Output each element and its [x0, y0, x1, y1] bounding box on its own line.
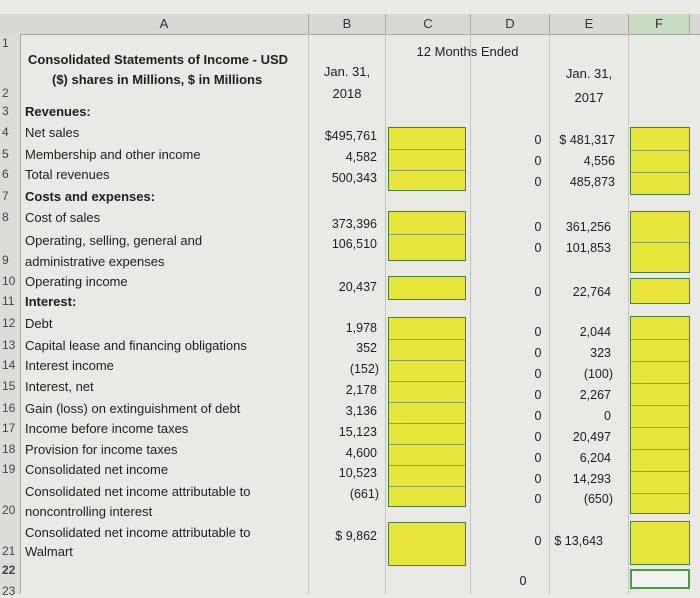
cell-divider [631, 339, 689, 340]
cell-divider [631, 172, 689, 173]
cell-b-gain-loss[interactable]: 3,136 [345, 404, 377, 418]
row-number[interactable]: 12 [2, 316, 16, 330]
label-income-before-taxes: Income before income taxes [25, 421, 189, 436]
cell-b-provision[interactable]: 4,600 [345, 446, 377, 460]
cell-d[interactable]: 0 [534, 175, 542, 189]
label-interest-net: Interest, net [25, 379, 94, 394]
column-header-f[interactable]: F [629, 14, 690, 35]
input-block-f-6[interactable] [630, 569, 690, 589]
cell-e-capital-lease[interactable]: 323 [590, 346, 611, 360]
cell-divider [389, 170, 465, 171]
column-header-d[interactable]: D [471, 14, 550, 35]
cell-e-nci[interactable]: (650) [583, 492, 613, 506]
cell-divider [389, 381, 465, 382]
cell-divider [631, 150, 689, 151]
row-number[interactable]: 22 [2, 563, 16, 577]
title-line-1: Consolidated Statements of Income - USD [28, 52, 289, 67]
label-membership-income: Membership and other income [25, 147, 201, 162]
cell-e-membership[interactable]: 4,556 [583, 154, 615, 168]
grid-line [308, 34, 309, 594]
grid-line [628, 34, 629, 594]
cell-d[interactable]: 0 [534, 430, 542, 444]
cell-divider [631, 427, 689, 428]
cell-e-gain-loss[interactable]: 0 [604, 409, 611, 423]
cell-e-income-before-taxes[interactable]: 20,497 [572, 430, 611, 444]
cell-b-income-before-taxes[interactable]: 15,123 [338, 425, 377, 439]
cell-e-operating-income[interactable]: 22,764 [572, 285, 611, 299]
label-operating-income: Operating income [25, 274, 128, 289]
cell-b-membership[interactable]: 4,582 [345, 150, 377, 164]
label-cost-of-sales: Cost of sales [25, 210, 101, 225]
cell-divider [631, 493, 689, 494]
cell-d[interactable]: 0 [534, 367, 542, 381]
input-block-f-2[interactable] [630, 211, 690, 273]
col-b-date-line-1: Jan. 31, [323, 64, 371, 79]
grid-line [385, 34, 386, 594]
row-number[interactable]: 19 [2, 462, 16, 476]
label-sga-line-2: administrative expenses [25, 254, 165, 269]
row-number[interactable]: 6 [2, 167, 9, 181]
row-number[interactable]: 14 [2, 358, 16, 372]
grid-line [470, 34, 471, 594]
row-number[interactable]: 9 [2, 253, 9, 267]
cell-b-net-income[interactable]: 10,523 [338, 466, 377, 480]
cell-b-cost-of-sales[interactable]: 373,396 [331, 217, 377, 231]
cell-d[interactable]: 0 [534, 241, 542, 255]
cell-b-walmart[interactable]: $ 9,862 [335, 529, 377, 543]
cell-divider [631, 449, 689, 450]
row-number[interactable]: 5 [2, 147, 9, 161]
cell-e-sga[interactable]: 101,853 [565, 241, 611, 255]
row-number[interactable]: 2 [2, 86, 9, 100]
label-nci-line-1: Consolidated net income attributable to [25, 484, 251, 499]
col-e-date-line-2: 2017 [574, 90, 604, 105]
cell-e-total-revenues[interactable]: 485,873 [569, 175, 615, 189]
cell-e-net-income[interactable]: 14,293 [572, 472, 611, 486]
cell-e-debt[interactable]: 2,044 [579, 325, 611, 339]
cell-e-provision[interactable]: 6,204 [579, 451, 611, 465]
cell-d[interactable]: 0 [534, 409, 542, 423]
row-number[interactable]: 21 [2, 544, 16, 558]
label-gain-loss-debt: Gain (loss) on extinguishment of debt [25, 401, 241, 416]
cell-b-nci[interactable]: (661) [349, 487, 379, 501]
col-b-date-line-2: 2018 [332, 86, 362, 101]
label-walmart-line-1: Consolidated net income attributable to [25, 525, 251, 540]
row-number[interactable]: 20 [2, 503, 16, 517]
input-block-f-3[interactable] [630, 278, 690, 304]
cell-d[interactable]: 0 [534, 534, 542, 548]
cell-divider [389, 444, 465, 445]
cell-b-interest-net[interactable]: 2,178 [345, 383, 377, 397]
row-number[interactable]: 4 [2, 125, 9, 139]
cell-d[interactable]: 0 [534, 285, 542, 299]
cell-divider [389, 402, 465, 403]
input-block-f-4[interactable] [630, 316, 690, 514]
cell-b-net-sales[interactable]: $495,761 [324, 129, 377, 143]
row-number[interactable]: 7 [2, 189, 9, 203]
input-block-c-3[interactable] [388, 276, 466, 300]
label-total-revenues: Total revenues [25, 167, 110, 182]
cell-divider [389, 423, 465, 424]
row-number[interactable]: 23 [2, 584, 16, 598]
title-line-2: ($) shares in Millions, $ in Millions [52, 72, 263, 87]
cell-divider [631, 242, 689, 243]
row-number[interactable]: 10 [2, 274, 16, 288]
column-header-a[interactable]: A [20, 14, 309, 35]
cell-b-total-revenues[interactable]: 500,343 [331, 171, 377, 185]
cell-d[interactable]: 0 [534, 472, 542, 486]
row-number[interactable]: 1 [2, 36, 9, 50]
cell-b-sga[interactable]: 106,510 [331, 237, 377, 251]
cell-divider [631, 361, 689, 362]
cell-d[interactable]: 0 [534, 492, 542, 506]
cell-b-operating-income[interactable]: 20,437 [338, 280, 377, 294]
cell-e-net-sales[interactable]: $ 481,317 [559, 133, 615, 147]
grid-line [549, 34, 550, 594]
row-number[interactable]: 13 [2, 338, 16, 352]
input-block-f-1[interactable] [630, 127, 690, 195]
cell-d[interactable]: 0 [519, 574, 527, 588]
cell-e-cost-of-sales[interactable]: 361,256 [565, 220, 611, 234]
label-walmart-line-2: Walmart [25, 544, 73, 559]
row-number[interactable]: 15 [2, 379, 16, 393]
cell-d[interactable]: 0 [534, 451, 542, 465]
row-number[interactable]: 11 [2, 294, 15, 308]
cell-divider [631, 471, 689, 472]
label-costs-expenses: Costs and expenses: [25, 189, 156, 204]
cell-divider [389, 486, 465, 487]
cell-d[interactable]: 0 [534, 154, 542, 168]
cell-b-debt[interactable]: 1,978 [345, 321, 377, 335]
label-capital-lease: Capital lease and financing obligations [25, 338, 247, 353]
cell-b-capital-lease[interactable]: 352 [356, 341, 377, 355]
input-block-f-5[interactable] [630, 521, 690, 565]
period-header: 12 Months Ended [416, 44, 519, 59]
cell-divider [389, 149, 465, 150]
cell-d[interactable]: 0 [534, 220, 542, 234]
input-block-c-1[interactable] [388, 127, 466, 191]
label-debt: Debt [25, 316, 53, 331]
cell-divider [631, 383, 689, 384]
cell-e-walmart[interactable]: $ 13,643 [554, 534, 603, 548]
row-number[interactable]: 8 [2, 210, 9, 224]
cell-d[interactable]: 0 [534, 346, 542, 360]
input-block-c-4[interactable] [388, 317, 466, 507]
input-block-c-2[interactable] [388, 211, 466, 261]
cell-e-interest-income[interactable]: (100) [583, 367, 613, 381]
cell-divider [389, 465, 465, 466]
cell-d[interactable]: 0 [534, 388, 542, 402]
cell-divider [389, 234, 465, 235]
label-sga-line-1: Operating, selling, general and [25, 233, 203, 248]
label-interest-income: Interest income [25, 358, 114, 373]
row-number[interactable]: 16 [2, 401, 16, 415]
cell-e-interest-net[interactable]: 2,267 [579, 388, 611, 402]
row-number[interactable]: 17 [2, 421, 16, 435]
label-provision-taxes: Provision for income taxes [25, 442, 178, 457]
label-revenues: Revenues: [25, 104, 91, 119]
col-e-date-line-1: Jan. 31, [565, 66, 613, 81]
label-net-sales: Net sales [25, 125, 80, 140]
cell-divider [631, 405, 689, 406]
row-number[interactable]: 18 [2, 442, 16, 456]
label-nci-line-2: noncontrolling interest [25, 504, 153, 519]
input-block-c-5[interactable] [388, 522, 466, 566]
cell-d[interactable]: 0 [534, 325, 542, 339]
cell-divider [389, 339, 465, 340]
column-header-e[interactable]: E [550, 14, 629, 35]
cell-divider [389, 360, 465, 361]
row-number[interactable]: 3 [2, 104, 9, 118]
cell-d[interactable]: 0 [534, 133, 542, 147]
column-header-c[interactable]: C [386, 14, 471, 35]
column-header-b[interactable]: B [309, 14, 386, 35]
cell-b-interest-income[interactable]: (152) [349, 362, 379, 376]
label-consolidated-net-income: Consolidated net income [25, 462, 169, 477]
label-interest: Interest: [25, 294, 77, 309]
